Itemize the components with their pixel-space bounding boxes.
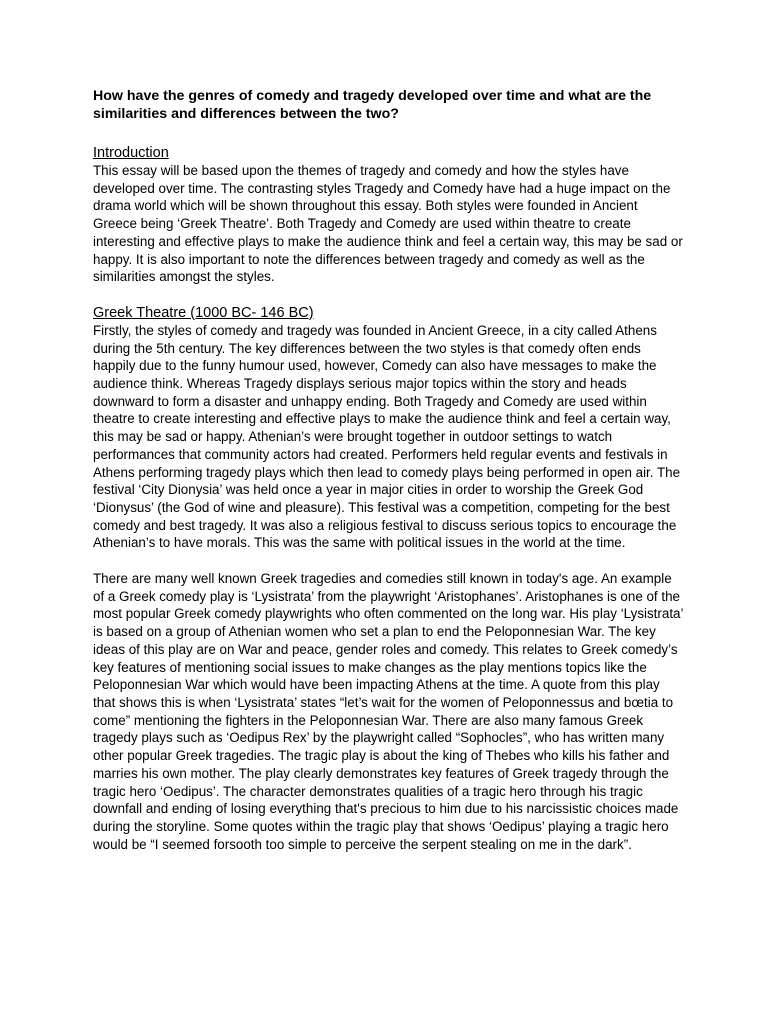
document-page	[93, 87, 683, 871]
greek-theatre-section	[93, 304, 683, 853]
paragraph-spacer	[93, 552, 683, 570]
introduction-paragraph: This essay will be based upon the themes of tragedy and comedy and how the styles have developed over time. The contrasting styles Tragedy and Comedy have had a huge impact on the drama world which will be shown throughout this essay. Both styles were founded in Ancient Greece being ‘Greek Theatre’. Both Tragedy and Comedy are used within theatre to create interesting and effective plays to make the audience think and feel a certain way, this may be sad or happy. It is also important to note the differences between tragedy and comedy as well as the similarities amongst the styles.	[93, 163, 683, 285]
introduction-section	[93, 144, 683, 286]
introduction-heading: Introduction	[93, 145, 169, 161]
greek-theatre-heading: Greek Theatre (1000 BC- 146 BC)	[93, 304, 314, 321]
essay-title: How have the genres of comedy and tragedy developed over time and what are the similarities and differences between the two?	[93, 88, 652, 122]
greek-theatre-paragraph-2: There are many well known Greek tragedies and comedies still known in today's age. An example of a Greek comedy play is ‘Lysistrata’ from the playwright ‘Aristophanes’. Aristophanes is one of the most popular Greek comedy playwrights who often commented on the long war. His play ‘Lysistrata’ is based on a group of Athenian women who set a plan to end the Peloponnesian War. The key ideas of this play are on War and peace, gender roles and comedy. This relates to Greek comedy’s key features of mentioning social issues to make changes as the play mentions topics like the Peloponnesian War which would have been impacting Athens at the time. A quote from this play that shows this is when ‘Lysistrata’ states “let’s wait for the women of Peloponnessus and bœtia to come” mentioning the fighters in the Peloponnesian War. There are also many famous Greek tragedy plays such as ‘Oedipus Rex’ by the playwright called “Sophocles”, who has written many other popular Greek tragedies. The tragic play is about the king of Thebes who kills his father and marries his own mother. The play clearly demonstrates key features of Greek tragedy through the tragic hero ‘Oedipus’. The character demonstrates qualities of a tragic hero through his tragic downfall and ending of losing everything that's precious to him due to his narcissistic choices made during the storyline. Some quotes within the tragic play that shows ‘Oedipus’ playing a tragic hero would be “I seemed forsooth too simple to perceive the serpent stealing on me in the dark”.	[93, 571, 683, 852]
greek-theatre-paragraph-1: Firstly, the styles of comedy and tragedy was founded in Ancient Greece, in a city called Athens during the 5th century. The key differences between the two styles is that comedy often ends happily due to the funny humour used, however, Comedy can also have messages to make the audience think. Whereas Tragedy displays serious major topics within the story and heads downward to form a disaster and unhappy ending. Both Tragedy and Comedy are used within theatre to create interesting and effective plays to make the audience think and feel a certain way, this may be sad or happy. Athenian’s were brought together in outdoor settings to watch performances that community actors had created. Performers held regular events and festivals in Athens performing tragedy plays which then lead to comedy plays being performed in open air. The festival ‘City Dionysia’ was held once a year in major cities in order to worship the Greek God ‘Dionysus’ (the God of wine and pleasure). This festival was a competition, competing for the best comedy and best tragedy. It was also a religious festival to discuss serious topics to encourage the Athenian’s to have morals. This was the same with political issues in the world at the time.	[93, 322, 681, 551]
